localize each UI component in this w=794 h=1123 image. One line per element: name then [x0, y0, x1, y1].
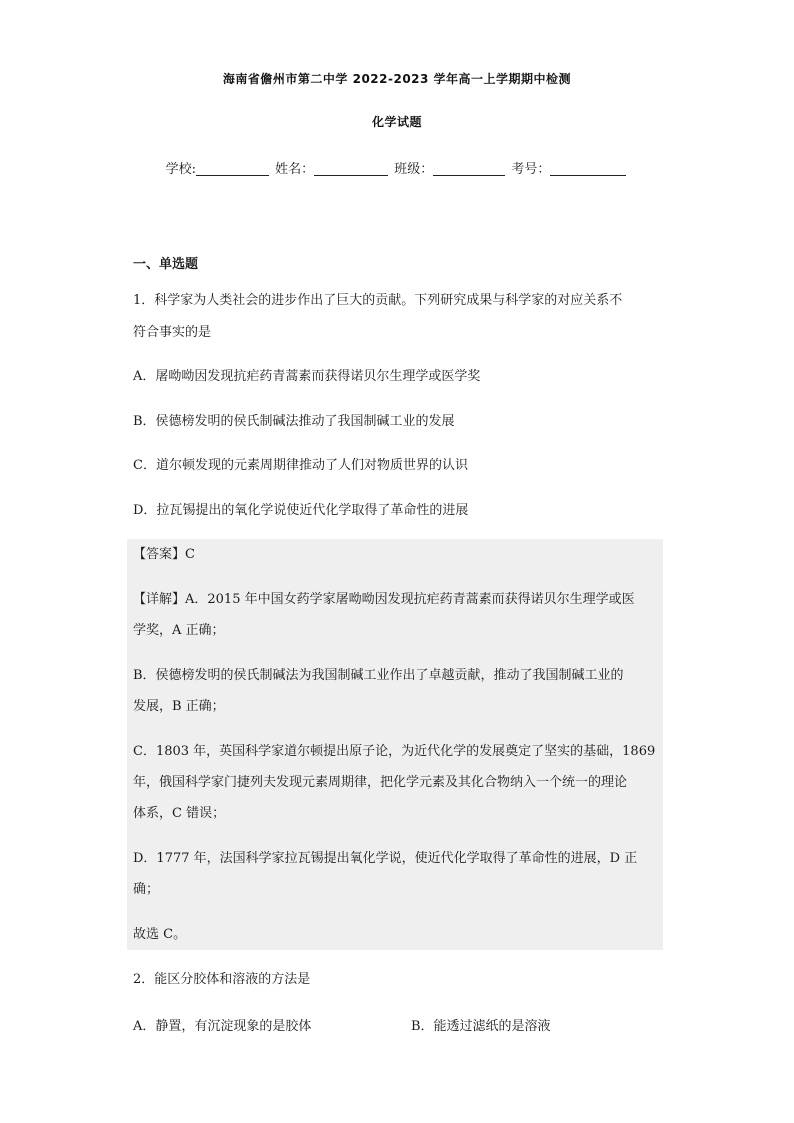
q1-explain-b-line2: 发展，B 正确； — [133, 699, 225, 714]
q1-answer: 【答案】C — [133, 547, 195, 562]
document-subtitle: 化学试题 — [371, 115, 422, 129]
section-heading: 一、单选题 — [133, 257, 199, 272]
q1-explain-d-line2: 确； — [133, 882, 160, 897]
q1-option-b: B．侯德榜发明的侯氏制碱法推动了我国制碱工业的发展 — [133, 414, 455, 429]
q1-explain-a-line2: 学奖，A 正确； — [133, 623, 225, 638]
q1-explain-c-line3: 体系，C 错误； — [133, 806, 226, 821]
q1-stem-line1: 1．科学家为人类社会的进步作出了巨大的贡献。下列研究成果与科学家的对应关系不 — [133, 293, 623, 308]
q1-option-a: A．屠呦呦因发现抗疟药青蒿素而获得诺贝尔生理学或医学奖 — [133, 369, 481, 384]
q1-explain-d-line1: D．1777 年，法国科学家拉瓦锡提出氧化学说，使近代化学取得了革命性的进展，D 正 — [133, 851, 638, 866]
name-label: 姓名： — [275, 162, 315, 177]
name-blank — [314, 161, 388, 176]
q1-option-d: D．拉瓦锡提出的氧化学说使近代化学取得了革命性的进展 — [133, 503, 469, 518]
school-label: 学校: — [165, 162, 196, 177]
q1-explain-b-line1: B．侯德榜发明的侯氏制碱法为我国制碱工业作出了卓越贡献，推动了我国制碱工业的 — [133, 668, 624, 683]
q2-option-a: A．静置，有沉淀现象的是胶体 — [133, 1019, 312, 1034]
q1-conclusion: 故选 C。 — [133, 927, 187, 942]
q1-explain-a-line1: 【详解】A．2015 年中国女药学家屠呦呦因发现抗疟药青蒿素而获得诺贝尔生理学或医 — [133, 592, 635, 607]
q1-stem-line2: 符合事实的是 — [133, 325, 212, 340]
class-label: 班级： — [394, 162, 434, 177]
q1-option-c: C．道尔顿发现的元素周期律推动了人们对物质世界的认识 — [133, 458, 468, 473]
class-blank — [433, 161, 505, 176]
q1-explain-c-line2: 年，俄国科学家门捷列夫发现元素周期律，把化学元素及其化合物纳入一个统一的理论 — [133, 775, 628, 790]
exam-no-label: 考号： — [511, 162, 551, 177]
student-info-row — [0, 158, 794, 177]
exam-no-blank — [550, 161, 626, 176]
q2-stem: 2．能区分胶体和溶液的方法是 — [133, 972, 311, 987]
school-blank — [196, 161, 269, 176]
q1-explain-c-line1: C．1803 年，英国科学家道尔顿提出原子论，为近代化学的发展奠定了坚实的基础，1869 — [133, 744, 656, 759]
document-title: 海南省儋州市第二中学 2022-2023 学年高一上学期期中检测 — [222, 72, 572, 86]
q2-option-b: B．能透过滤纸的是溶液 — [411, 1019, 551, 1034]
